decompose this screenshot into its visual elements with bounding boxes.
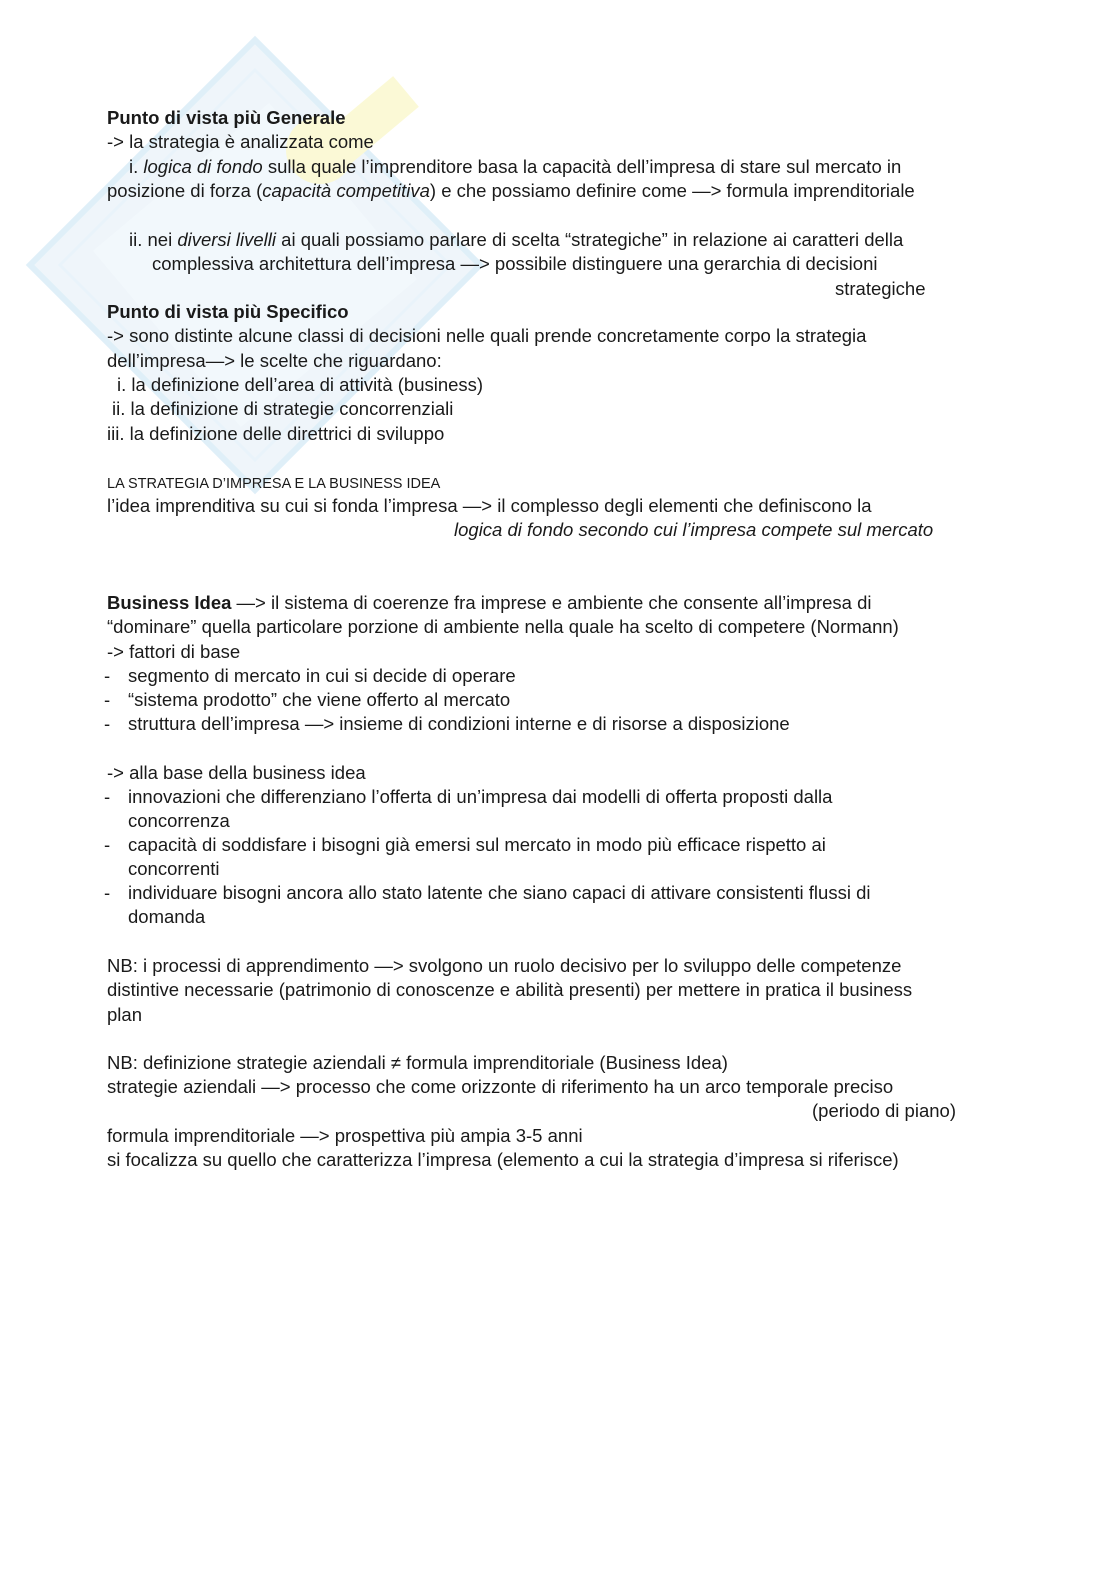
text-line: (periodo di piano) (812, 1100, 956, 1121)
text-line: dell’impresa—> le scelte che riguardano: (107, 350, 442, 371)
bullet-dash: - (104, 882, 111, 903)
list-number: i. (129, 156, 144, 177)
text-span: posizione di forza ( (107, 180, 263, 201)
text-line: distintive necessarie (patrimonio di conoscenze e abilità presenti) per mettere in pratica il business (107, 979, 913, 1000)
text-line: “dominare” quella particolare porzione di ambiente nella quale ha scelto di competere (Normann) (107, 616, 899, 637)
text-line (107, 180, 915, 202)
business-idea-line (107, 592, 872, 614)
text-span: —> il sistema di coerenze fra imprese e ambiente che consente all’impresa di (231, 592, 872, 613)
text-line: plan (107, 1004, 142, 1025)
list-item: struttura dell’impresa —> insieme di condizioni interne e di risorse a disposizione (128, 713, 790, 734)
text-line: complessiva architettura dell’impresa —> possibile distinguere una gerarchia di decisioni (152, 253, 878, 274)
text-line: strategiche (835, 278, 926, 299)
text-line: -> alla base della business idea (107, 762, 366, 783)
text-line: strategie aziendali —> processo che come orizzonte di riferimento ha un arco temporale preciso (107, 1076, 894, 1097)
emphasis-line: logica di fondo secondo cui l’impresa compete sul mercato (454, 519, 934, 540)
business-idea-term: Business Idea (107, 592, 232, 613)
heading-specific: Punto di vista più Specifico (107, 301, 349, 322)
list-item-i (129, 156, 901, 178)
bullet-dash: - (104, 786, 111, 807)
list-item: capacità di soddisfare i bisogni già emersi sul mercato in modo più efficace rispetto ai (128, 834, 826, 855)
bullet-dash: - (104, 834, 111, 855)
list-number: ii. nei (129, 229, 178, 250)
text-line: si focalizza su quello che caratterizza l’impresa (elemento a cui la strategia d’impresa si riferisce) (107, 1149, 899, 1170)
list-item: innovazioni che differenziano l’offerta di un’impresa dai modelli di offerta proposti dalla (128, 786, 833, 807)
list-item: segmento di mercato in cui si decide di operare (128, 665, 516, 686)
bullet-dash: - (104, 713, 111, 734)
emphasis-text: capacità competitiva (262, 180, 430, 201)
emphasis-text: diversi livelli (177, 229, 277, 250)
text-line: -> sono distinte alcune classi di decisioni nelle quali prende concretamente corpo la strategia (107, 325, 867, 346)
text-line: NB: i processi di apprendimento —> svolgono un ruolo decisivo per lo sviluppo delle competenze (107, 955, 902, 976)
list-item-cont: concorrenti (128, 858, 220, 879)
text-line: -> fattori di base (107, 641, 241, 662)
text-line: -> la strategia è analizzata come (107, 131, 374, 152)
bullet-dash: - (104, 665, 111, 686)
list-item: i. la definizione dell’area di attività (business) (117, 374, 484, 395)
list-item: ii. la definizione di strategie concorrenziali (112, 398, 454, 419)
text-span: ai quali possiamo parlare di scelta “strategiche” in relazione ai caratteri della (276, 229, 904, 250)
list-item-cont: domanda (128, 906, 206, 927)
list-item: individuare bisogni ancora allo stato latente che siano capaci di attivare consistenti flussi di (128, 882, 871, 903)
heading-general: Punto di vista più Generale (107, 107, 346, 128)
text-line: NB: definizione strategie aziendali ≠ formula imprenditoriale (Business Idea) (107, 1052, 728, 1073)
bullet-dash: - (104, 689, 111, 710)
list-item: “sistema prodotto” che viene offerto al mercato (128, 689, 511, 710)
list-item-ii (129, 229, 903, 251)
list-item-cont: concorrenza (128, 810, 230, 831)
text-span: sulla quale l’imprenditore basa la capacità dell’impresa di stare sul mercato in (262, 156, 902, 177)
text-span: ) e che possiamo definire come —> formula imprenditoriale (429, 180, 915, 201)
list-item: iii. la definizione delle direttrici di sviluppo (107, 423, 445, 444)
emphasis-text: logica di fondo (143, 156, 263, 177)
text-line: formula imprenditoriale —> prospettiva più ampia 3-5 anni (107, 1125, 583, 1146)
text-line: l’idea imprenditiva su cui si fonda l’impresa —> il complesso degli elementi che definiscono la (107, 495, 872, 516)
section-caps-title: LA STRATEGIA D’IMPRESA E LA BUSINESS IDEA (107, 476, 441, 492)
